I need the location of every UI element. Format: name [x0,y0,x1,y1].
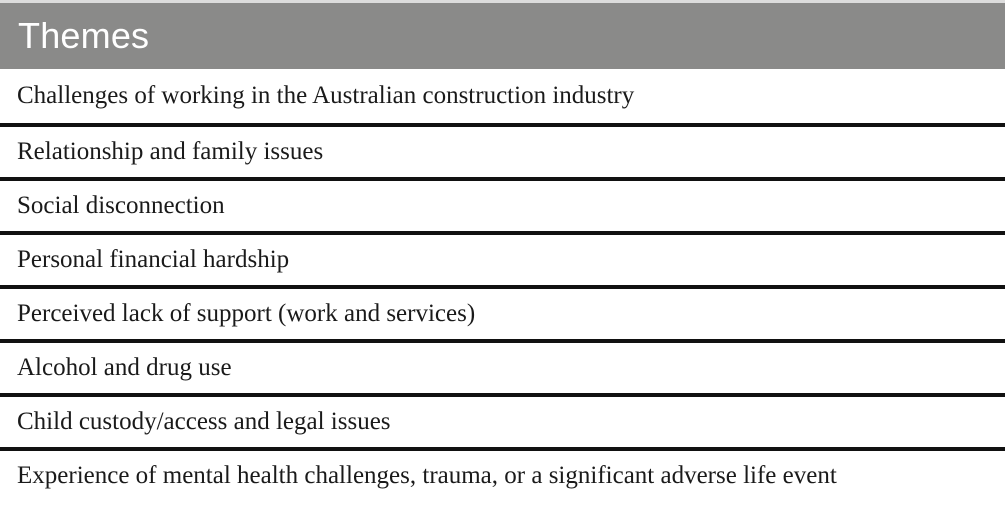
row-text: Experience of mental health challenges, trauma, or a significant adverse life event [17,462,837,489]
row-text: Perceived lack of support (work and services) [17,300,476,327]
table-row [0,177,1005,231]
row-text: Social disconnection [17,192,225,219]
table-row [0,339,1005,393]
table-row [0,123,1005,177]
table-row [0,393,1005,447]
row-text: Personal financial hardship [17,246,290,273]
row-text: Challenges of working in the Australian construction industry [17,82,635,109]
table-row [0,69,1005,123]
table-header [0,0,1005,69]
table-row [0,285,1005,339]
table-row [0,231,1005,285]
header-label: Themes [18,15,150,56]
row-text: Relationship and family issues [17,138,324,165]
table-row [0,447,1005,501]
row-text: Child custody/access and legal issues [17,408,391,435]
row-text: Alcohol and drug use [17,354,232,381]
